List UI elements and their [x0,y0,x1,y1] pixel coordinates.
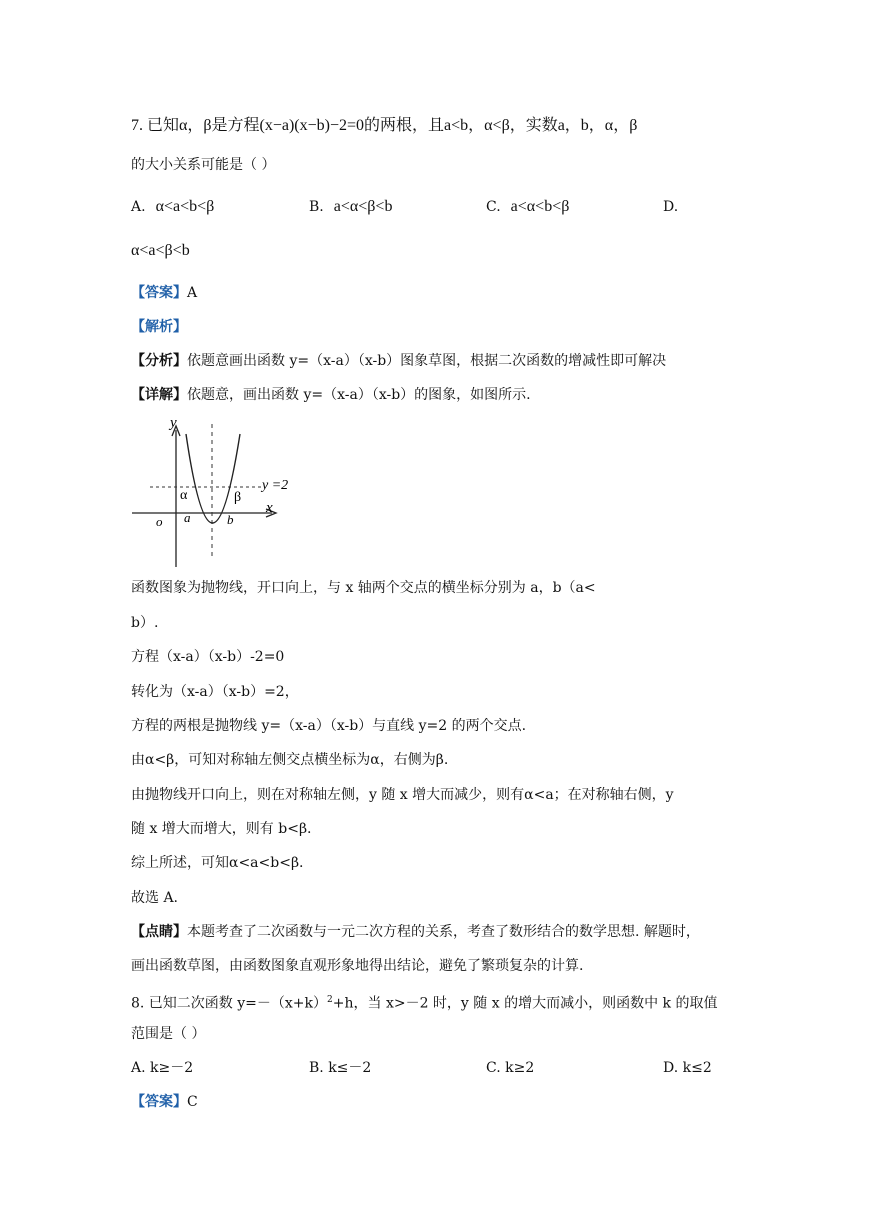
q8-option-b: B. k≤－2 [309,1060,372,1076]
q7-body-line: 由α<β，可知对称轴左侧交点横坐标为α，右侧为β. [131,752,449,768]
q7-option-a: A. α<a<b<β [131,198,215,215]
q7-xiangjie: 【详解】依题意，画出函数 y=（x-a）（x-b）的图象，如图所示. [131,387,531,403]
q7-body-line: 方程（x-a）（x-b）-2=0 [131,649,285,665]
q7-body-line: 综上所述，可知α<a<b<β. [131,855,304,871]
graph-beta-label: β [234,490,242,505]
graph-origin-label: o [156,514,163,529]
q7-option-d-text: α<a<β<b [131,242,190,259]
parabola-graph [126,412,296,572]
q7-fenxi: 【分析】依题意画出函数 y=（x-a）（x-b）图象草图，根据二次函数的增减性即可解决 [131,353,667,369]
q7-body-line: 函数图象为抛物线，开口向上，与 x 轴两个交点的横坐标分别为 a，b（a< [131,580,596,596]
graph-parabola [186,434,240,523]
q7-body-line: 转化为（x-a）（x-b）=2， [131,684,299,700]
q7-stem-line2: 的大小关系可能是（ ） [131,157,276,173]
q7-stem-line1: 7. 已知α，β是方程(x−a)(x−b)−2=0的两根，且a<b，α<β，实数a，b，α，β [131,117,638,134]
graph-alpha-label: α [180,488,188,503]
q8-option-c: C. k≥2 [486,1060,535,1076]
q7-analysis-heading: 【解析】 [131,319,187,335]
q8-option-d: D. k≤2 [663,1060,712,1076]
q7-dianjing-line1: 【点睛】本题考查了二次函数与一元二次方程的关系，考查了数形结合的数学思想. 解题时， [131,924,700,940]
q7-option-c: C. a<α<b<β [486,198,570,215]
graph-x-label: x [266,500,273,516]
graph-a-label: a [184,510,191,525]
q7-option-b: B. a<α<β<b [309,198,393,215]
graph-line-label: y =2 [262,478,289,493]
q7-dianjing-line2: 画出函数草图，由函数图象直观形象地得出结论，避免了繁琐复杂的计算. [131,958,584,974]
q7-option-d: D. [663,199,679,215]
graph-y-label: y [170,415,177,431]
q7-body-line: 随 x 增大而增大，则有 b<β. [131,821,312,837]
q8-answer: 【答案】C [131,1094,198,1110]
q7-answer: 【答案】A [131,285,198,301]
q7-body-line: 由抛物线开口向上，则在对称轴左侧，y 随 x 增大而减少，则有α<a；在对称轴右侧，y [131,787,674,803]
q8-stem-line2: 范围是（ ） [131,1026,206,1042]
q7-body-line: 故选 A. [131,890,179,906]
q7-body-line: 方程的两根是抛物线 y=（x-a）（x-b）与直线 y=2 的两个交点. [131,718,527,734]
q8-stem-line1: 8. 已知二次函数 $y=-(x+k)^2+h$，当 x>－2 时，y 随 x 的增大而减小，则函数中 k 的取值 [131,995,718,1012]
q7-body-line: b）. [131,615,159,631]
q8-option-a: A. k≥－2 [131,1060,194,1076]
graph-b-label: b [227,512,234,527]
